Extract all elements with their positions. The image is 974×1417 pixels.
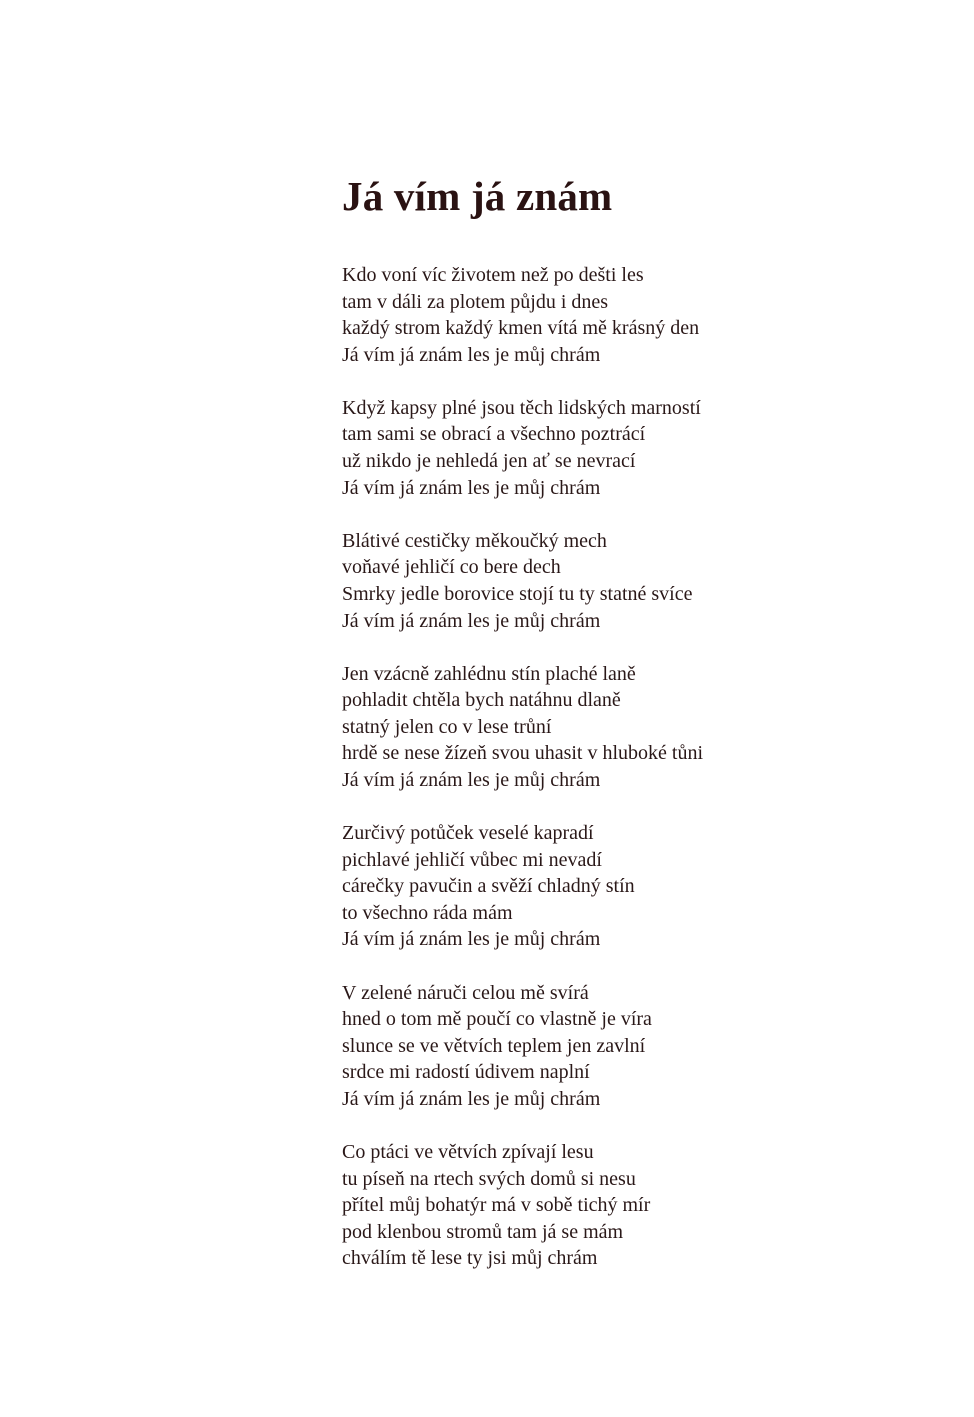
- stanza: [342, 980, 942, 1113]
- poem-line: V zelené náruči celou mě svírá: [342, 981, 589, 1004]
- stanza: [342, 820, 942, 953]
- poem-line: tam v dáli za plotem půjdu i dnes: [342, 290, 609, 313]
- poem-line: pichlavé jehličí vůbec mi nevadí: [342, 848, 602, 871]
- stanza: [342, 661, 942, 794]
- poem-line: Já vím já znám les je můj chrám: [342, 1087, 601, 1110]
- stanza: [342, 528, 942, 634]
- poem-line: slunce se ve větvích teplem jen zavlní: [342, 1034, 646, 1057]
- poem-line: Zurčivý potůček veselé kapradí: [342, 822, 594, 845]
- poem-line: Já vím já znám les je můj chrám: [342, 476, 601, 499]
- poem-page: [342, 170, 942, 1299]
- poem-line: Co ptáci ve větvích zpívají lesu: [342, 1141, 594, 1164]
- poem-line: hned o tom mě poučí co vlastně je víra: [342, 1008, 652, 1031]
- poem-line: přítel můj bohatýr má v sobě tichý mír: [342, 1194, 651, 1217]
- poem-line: Kdo voní víc životem než po dešti les: [342, 264, 644, 286]
- stanza: [342, 1139, 942, 1272]
- poem-line: hrdě se nese žízeň svou uhasit v hluboké tůni: [342, 742, 704, 765]
- poem-body: [342, 262, 942, 1272]
- poem-line: Smrky jedle borovice stojí tu ty statné svíce: [342, 582, 693, 605]
- poem-line: Jen vzácně zahlédnu stín plaché laně: [342, 662, 636, 685]
- poem-line: tu píseň na rtech svých domů si nesu: [342, 1167, 636, 1190]
- poem-line: to všechno ráda mám: [342, 901, 513, 924]
- poem-line: už nikdo je nehledá jen ať se nevrací: [342, 450, 636, 473]
- poem-line: statný jelen co v lese trůní: [342, 715, 552, 738]
- poem-line: Já vím já znám les je můj chrám: [342, 609, 601, 632]
- poem-line: cárečky pavučin a svěží chladný stín: [342, 875, 635, 898]
- stanza: [342, 395, 942, 501]
- poem-line: chválím tě lese ty jsi můj chrám: [342, 1247, 598, 1270]
- poem-line: pod klenbou stromů tam já se mám: [342, 1220, 624, 1243]
- poem-line: srdce mi radostí údivem naplní: [342, 1061, 590, 1084]
- poem-line: Blátivé cestičky měkoučký mech: [342, 529, 607, 552]
- poem-title: Já vím já znám: [342, 173, 613, 219]
- poem-line: pohladit chtěla bych natáhnu dlaně: [342, 689, 621, 712]
- stanza: [342, 262, 942, 368]
- poem-line: Já vím já znám les je můj chrám: [342, 928, 601, 951]
- poem-line: každý strom každý kmen vítá mě krásný den: [342, 317, 700, 340]
- poem-line: Já vím já znám les je můj chrám: [342, 343, 601, 366]
- poem-line: voňavé jehličí co bere dech: [342, 556, 561, 579]
- poem-line: Já vím já znám les je můj chrám: [342, 769, 601, 791]
- poem-line: tam sami se obrací a všechno poztrácí: [342, 423, 646, 446]
- poem-line: Když kapsy plné jsou těch lidských marností: [342, 396, 701, 419]
